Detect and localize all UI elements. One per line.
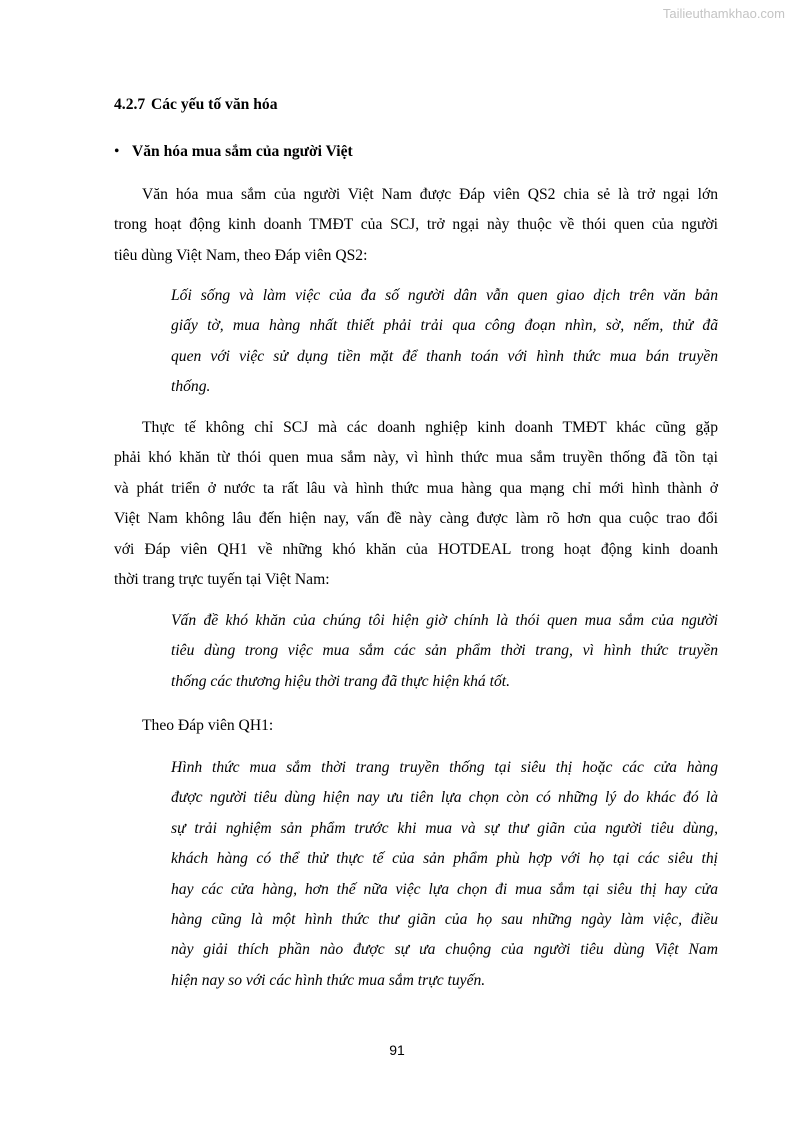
paragraph-line: trong hoạt động kinh doanh TMĐT của SCJ, trở ngại này thuộc về thói quen của người <box>114 216 718 234</box>
quote-line: Vấn đề khó khăn của chúng tôi hiện giờ chính là thói quen mua sắm của người <box>171 612 718 629</box>
paragraph-line: phải khó khăn từ thói quen mua sắm này, vì hình thức mua sắm truyền thống đã tồn tại <box>114 449 718 467</box>
quote-3 <box>171 753 718 996</box>
quote-line: Lối sống và làm việc của đa số người dân vẫn quen giao dịch trên văn bản <box>171 287 718 304</box>
quote-line: hay các cửa hàng, hơn thế nữa việc lựa chọn đi mua sắm tại siêu thị hay cửa <box>171 880 718 898</box>
paragraph-line: Việt Nam không lâu đến hiện nay, vấn đề này càng được làm rõ hơn qua cuộc trao đổi <box>114 510 718 528</box>
paragraph-line: tiêu dùng Việt Nam, theo Đáp viên QS2: <box>114 246 368 264</box>
quote-line: giấy tờ, mua hàng nhất thiết phải trải qua công đoạn nhìn, sờ, nếm, thử đã <box>171 317 718 335</box>
section-number: 4.2.7 <box>114 96 146 113</box>
paragraph-2 <box>114 413 718 595</box>
quote-1 <box>171 281 718 403</box>
bullet-title: Văn hóa mua sắm của người Việt <box>132 143 353 160</box>
watermark: Tailieuthamkhao.com <box>662 6 785 21</box>
paragraph-line: thời trang trực tuyến tại Việt Nam: <box>114 571 330 589</box>
paragraph-line: Văn hóa mua sắm của người Việt Nam được Đáp viên QS2 chia sẻ là trở ngại lớn <box>142 186 718 203</box>
quote-line: quen với việc sử dụng tiền mặt để thanh toán với hình thức mua bán truyền <box>171 347 718 365</box>
paragraph-line: Thực tế không chỉ SCJ mà các doanh nghiệp kinh doanh TMĐT khác cũng gặp <box>142 419 718 436</box>
quote-line: Hình thức mua sắm thời trang truyền thống tại siêu thị hoặc các cửa hàng <box>171 759 718 776</box>
intro-text: Theo Đáp viên QH1: <box>142 717 274 734</box>
quote-line: thống các thương hiệu thời trang đã thực hiện khá tốt. <box>171 672 510 690</box>
bullet-icon: • <box>114 143 120 160</box>
section-title: Các yếu tố văn hóa <box>151 96 278 113</box>
section-heading <box>114 95 278 115</box>
paragraph-line: với Đáp viên QH1 về những khó khăn của HOTDEAL trong hoạt động kinh doanh <box>114 540 718 558</box>
paragraph-1 <box>114 180 718 271</box>
quote-line: hàng cũng là một hình thức thư giãn của họ sau những ngày làm việc, điều <box>171 911 718 929</box>
quote-line: khách hàng có thể thử thực tế của sản phẩm phù hợp với họ tại các siêu thị <box>171 850 718 868</box>
bullet-heading <box>114 142 353 162</box>
quote-line: tiêu dùng trong việc mua sắm các sản phẩm thời trang, vì hình thức truyền <box>171 642 718 660</box>
quote-line: được người tiêu dùng hiện nay ưu tiên lựa chọn còn có những lý do khác đó là <box>171 789 718 807</box>
quote-2 <box>171 606 718 697</box>
quote-line: này giải thích phần nào được sự ưa chuộng của người tiêu dùng Việt Nam <box>171 941 718 959</box>
quote-line: hiện nay so với các hình thức mua sắm trực tuyến. <box>171 971 486 989</box>
quote-line: thống. <box>171 378 211 396</box>
paragraph-line: và phát triển ở nước ta rất lâu và hình thức mua hàng qua mạng chỉ mới hình thành ở <box>114 479 718 497</box>
page-number: 91 <box>389 1042 405 1058</box>
quote-line: sự trải nghiệm sản phẩm trước khi mua và sự thư giãn của người tiêu dùng, <box>171 819 718 837</box>
